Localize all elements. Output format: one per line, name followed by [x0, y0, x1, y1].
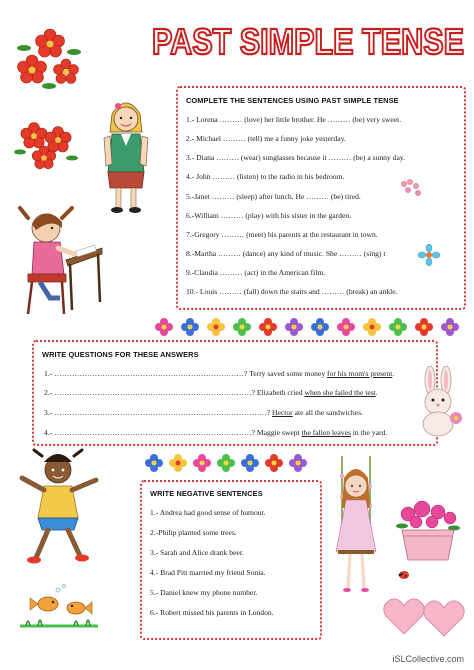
bunny-illustration — [410, 366, 470, 438]
negative-sentence-5: 5.- Daniel knew my phone number. — [150, 588, 258, 597]
sentence-7: 7.-Gregory ……… (meet) his parents at the restaurant in town. — [186, 230, 378, 239]
sentence-4: 4.- John ……… (listen) to the radio in his bedroom. — [186, 172, 345, 181]
sentence-5: 5.-Janet ……… (sleep) after lunch. He ……… (be) tired. — [186, 192, 361, 201]
question-4: 4.- ……………………………………………………………………? Maggie swept the fallen leaves in the yard. — [44, 428, 388, 437]
goldfish-illustration — [18, 580, 100, 636]
sentence-9: 9.-Claudia ……… (act) in the American film. — [186, 268, 326, 277]
complete-sentences-box — [176, 86, 466, 310]
sentence-2: 2.- Michael ……… (tell) me a funny joke yesterday. — [186, 134, 346, 143]
page-title — [150, 14, 468, 64]
section-heading: WRITE NEGATIVE SENTENCES — [150, 489, 263, 498]
pink-flowers-icon — [398, 178, 424, 198]
hearts-icon — [382, 592, 470, 640]
flower-row-icon — [150, 316, 470, 338]
sentence-10: 10.- Louis ……… (fall) down the stairs and ……… (break) an ankle. — [186, 287, 398, 296]
negative-sentence-1: 1.- Andrea had good sense of humour. — [150, 508, 266, 517]
flower-pot-illustration — [394, 500, 462, 562]
jumping-girl-illustration — [12, 448, 104, 570]
negative-sentence-2: 2.-Philip planted some trees. — [150, 528, 237, 537]
section-heading: WRITE QUESTIONS FOR THESE ANSWERS — [42, 350, 199, 359]
red-flowers-icon — [14, 24, 84, 94]
girl-at-desk-illustration — [6, 198, 104, 316]
ladybug-icon — [398, 570, 410, 580]
write-questions-box — [32, 340, 438, 446]
blue-flower-icon — [418, 244, 440, 266]
sentence-3: 3.- Diana ……… (wear) sunglasses because it ……… (be) a sunny day. — [186, 153, 406, 162]
flower-row-icon — [142, 452, 317, 474]
watermark: iSLCollective.com — [392, 654, 464, 664]
negative-sentences-box — [140, 480, 322, 640]
negative-sentence-6: 6.- Robert missed his parents in London. — [150, 608, 274, 617]
svg-text:PAST SIMPLE TENSE: PAST SIMPLE TENSE — [152, 21, 464, 62]
question-1: 1.- …………………………………………………………………? Terry saved some money for his mom's present. — [44, 369, 395, 378]
question-3: 3.- …………………………………………………………………………? Hector ate all the sandwiches. — [44, 408, 363, 417]
sentence-6: 6.-William ……… (play) with his sister in the garden. — [186, 211, 352, 220]
negative-sentence-4: 4.- Brad Pitt married my friend Sonia. — [150, 568, 266, 577]
question-2: 2.- ……………………………………………………………………? Elizabeth cried when she failed the test. — [44, 388, 378, 397]
red-flowers-icon — [14, 118, 79, 173]
negative-sentence-3: 3.- Sarah and Alice drank beer. — [150, 548, 244, 557]
section-heading: COMPLETE THE SENTENCES USING PAST SIMPLE TENSE — [186, 96, 399, 105]
sentence-8: 8.-Martha ……… (dance) any kind of music. She ……… (sing) t — [186, 249, 386, 258]
girl-on-swing-illustration — [324, 456, 388, 600]
sentence-1: 1.- Lorena ……… (love) her little brother. He ……… (be) very sweet. — [186, 115, 402, 124]
